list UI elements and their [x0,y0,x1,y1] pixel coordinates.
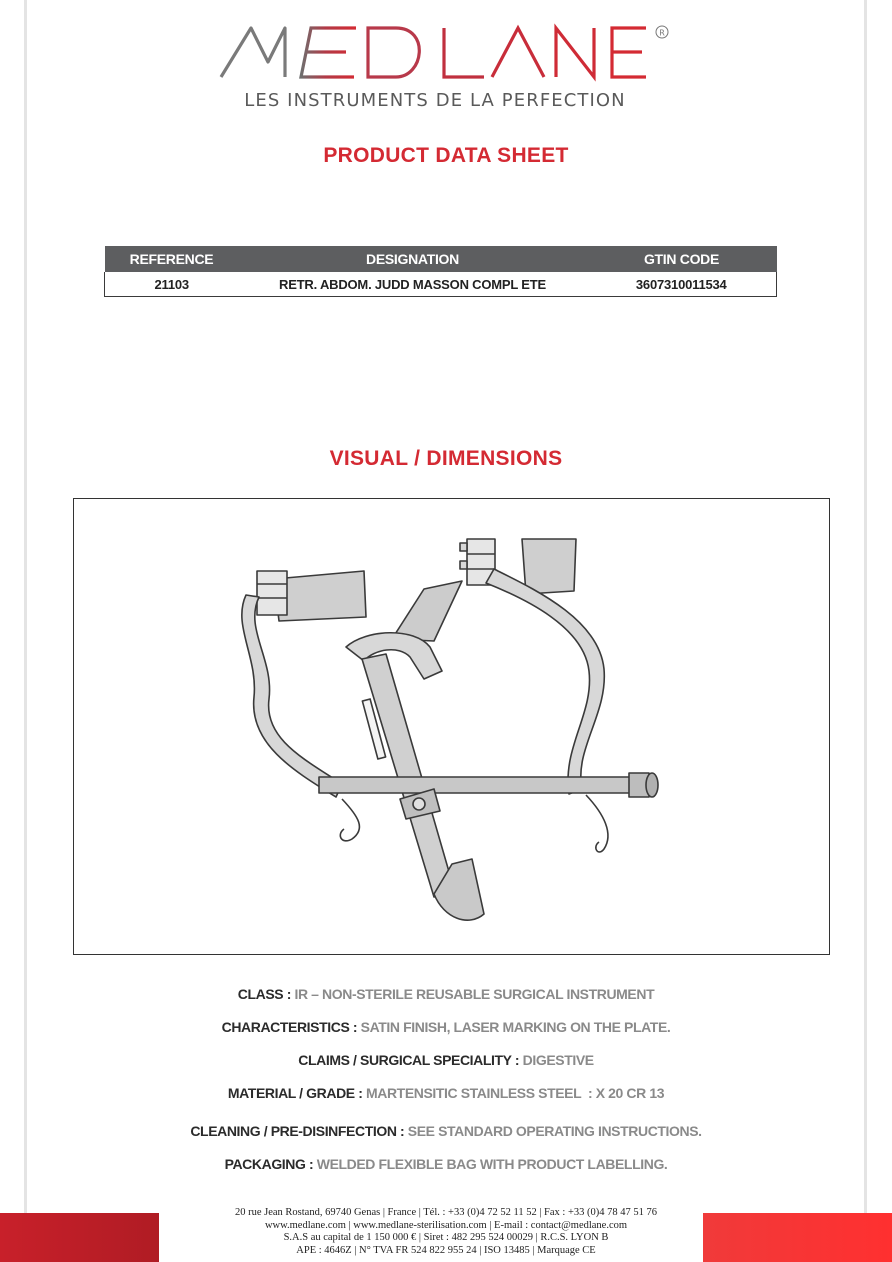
product-image-frame [73,498,830,955]
cell-gtin: 3607310011534 [587,272,777,297]
spec-label: MATERIAL / GRADE : [227,1085,363,1101]
footer-web: www.medlane.com | www.medlane-sterilisation.com | E-mail : contact@medlane.com [264,1219,628,1231]
column-header-designation: DESIGNATION [239,246,587,272]
column-header-reference: REFERENCE [105,246,239,272]
product-reference-table [104,246,777,297]
footer-address: 20 rue Jean Rostand, 69740 Genas | France | Tél. : +33 (0)4 72 52 11 52 | Fax : +33 (0)4 78 47 51 76 [234,1207,658,1218]
spec-label: CHARACTERISTICS : [221,1019,358,1035]
spec-packaging [0,1156,892,1172]
medlane-logo-mark [216,22,676,84]
spec-value: SATIN FINISH, LASER MARKING ON THE PLATE. [360,1019,671,1035]
brand-tagline: LES INSTRUMENTS DE LA PERFECTION [244,90,626,111]
brand-logo [0,22,892,84]
footer-registration: APE : 4646Z | N° TVA FR 524 822 955 24 | ISO 13485 | Marquage CE [296,1244,596,1256]
spec-value: MARTENSITIC STAINLESS STEEL : X 20 CR 13 [365,1085,665,1101]
footer-legal: S.A.S au capital de 1 150 000 € | Siret : 482 295 524 00029 | R.C.S. LYON B [283,1232,609,1243]
company-footer [0,1207,892,1257]
spec-value: SEE STANDARD OPERATING INSTRUCTIONS. [407,1123,702,1139]
section-title-visual: VISUAL / DIMENSIONS [329,447,563,470]
spec-label: CLAIMS / SURGICAL SPECIALITY : [298,1052,520,1068]
spec-value: DIGESTIVE [522,1052,594,1068]
spec-label: CLASS : [237,986,291,1002]
spec-label: CLEANING / PRE-DISINFECTION : [190,1123,405,1139]
table-row [105,272,777,297]
column-header-gtin: GTIN CODE [587,246,777,272]
cell-reference: 21103 [105,272,239,297]
spec-label: PACKAGING : [224,1156,314,1172]
cell-designation: RETR. ABDOM. JUDD MASSON COMPL ETE [239,272,587,297]
spec-characteristics [0,1019,892,1035]
spec-claims [0,1052,892,1068]
spec-class [0,986,892,1002]
spec-value: WELDED FLEXIBLE BAG WITH PRODUCT LABELLING. [316,1156,668,1172]
table-header-row [105,246,777,272]
svg-text:R: R [659,28,665,38]
spec-value: IR – NON-STERILE REUSABLE SURGICAL INSTRUMENT [294,986,655,1002]
spec-cleaning [0,1123,892,1139]
retractor-illustration [74,499,829,954]
page-title: PRODUCT DATA SHEET [323,144,569,167]
spec-material [0,1085,892,1101]
